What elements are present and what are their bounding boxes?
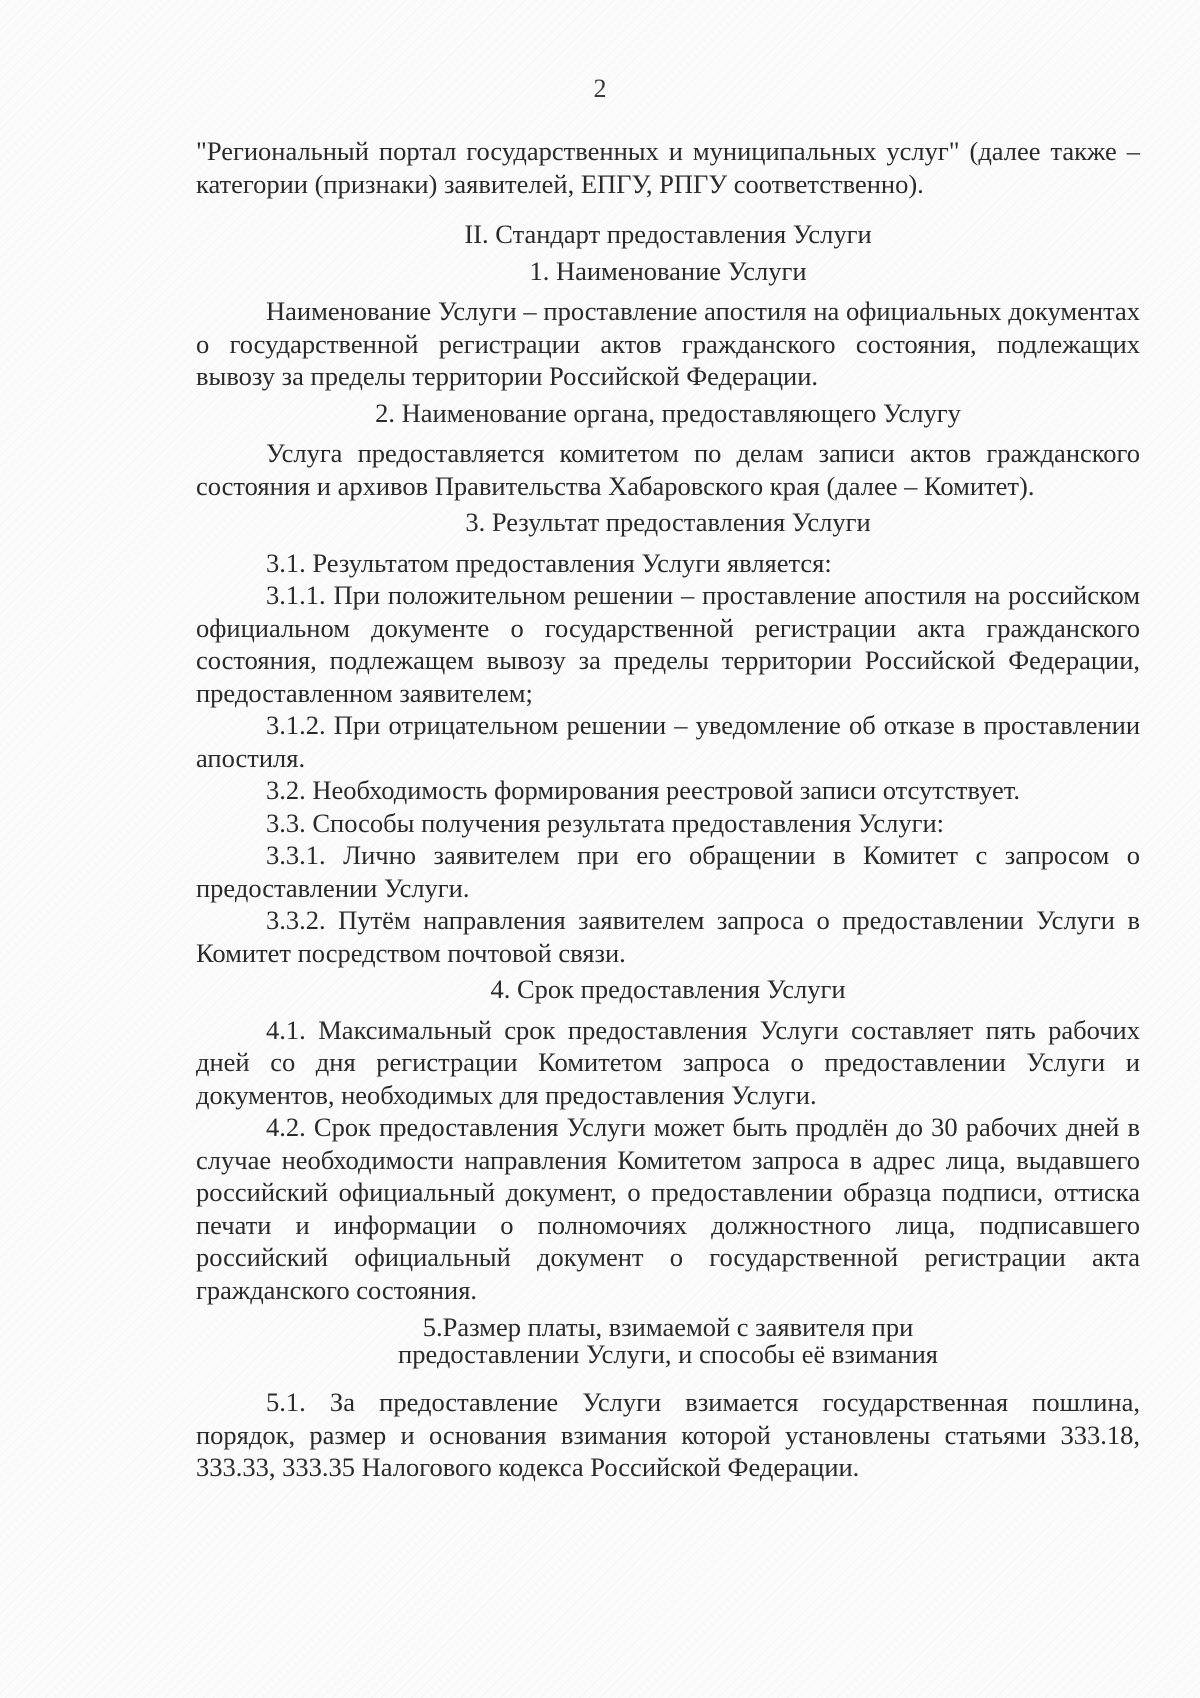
paragraph-4-1: 4.1. Максимальный срок предоставления Услуги составляет пять рабочих дней со дня регистрации Комитетом запроса о предоставлении Услуги и документов, необходимых для предоставления Услуги.	[196, 1014, 1140, 1110]
paragraph-5-1: 5.1. За предоставление Услуги взимается государственная пошлина, порядок, размер и основания взимания которой установлены статьями 333.18, 333.33, 333.35 Налогового кодекса Российской Федерации.	[196, 1387, 1140, 1482]
heading-4: 4. Срок предоставления Услуги	[490, 974, 846, 1004]
paragraph-3-1-2: 3.1.2. При отрицательном решении – уведомление об отказе в проставлении апостиля.	[196, 710, 1140, 773]
document-body	[196, 135, 1140, 1484]
paragraph-3-2: 3.2. Необходимость формирования реестровой записи отсутствует.	[266, 775, 1020, 805]
heading-1: 1. Наименование Услуги	[529, 255, 807, 286]
heading-5-line-1: 5.Размер платы, взимаемой с заявителя при	[422, 1312, 914, 1342]
heading-3: 3. Результат предоставления Услуги	[465, 507, 871, 537]
paragraph-1: Наименование Услуги – проставление апостиля на официальных документах о государственной регистрации актов гражданского состояния, подлежащих вывозу за пределы территории Российской Федерации.	[196, 296, 1140, 391]
intro-paragraph: "Региональный портал государственных и муниципальных услуг" (далее также – категории (признаки) заявителей, ЕПГУ, РПГУ соответственно).	[196, 136, 1140, 199]
paragraph-2: Услуга предоставляется комитетом по делам записи актов гражданского состояния и архивов Правительства Хабаровского края (далее – Комитет).	[196, 438, 1140, 501]
heading-2: 2. Наименование органа, предоставляющего Услугу	[375, 397, 961, 428]
paragraph-3-3-1: 3.3.1. Лично заявителем при его обращении в Комитет с запросом о предоставлении Услуги.	[196, 840, 1140, 903]
paragraph-3-1-1: 3.1.1. При положительном решении – проставление апостиля на российском официальном документе о государственной регистрации акта гражданского состояния, подлежащем вывозу за пределы территории Российской Федерации, предоставленном заявителем;	[196, 580, 1140, 708]
paragraph-3-3: 3.3. Способы получения результата предоставления Услуги:	[266, 807, 945, 838]
paragraph-3-1: 3.1. Результатом предоставления Услуги является:	[266, 547, 832, 578]
page-number: 2	[593, 74, 607, 103]
heading-5-line-2: предоставлении Услуги, и способы её взимания	[398, 1339, 938, 1369]
paragraph-3-3-2: 3.3.2. Путём направления заявителем запроса о предоставлении Услуги в Комитет посредством почтовой связи.	[196, 905, 1140, 968]
section-title: II. Стандарт предоставления Услуги	[464, 219, 872, 249]
paragraph-4-2: 4.2. Срок предоставления Услуги может быть продлён до 30 рабочих дней в случае необходимости направления Комитетом запроса в адрес лица, выдавшего российский официальный документ, о предоставлении образца подписи, оттиска печати и информации о полномочиях должностного лица, подписавшего российский официальный документ о государственной регистрации акта гражданского состояния.	[196, 1112, 1140, 1305]
